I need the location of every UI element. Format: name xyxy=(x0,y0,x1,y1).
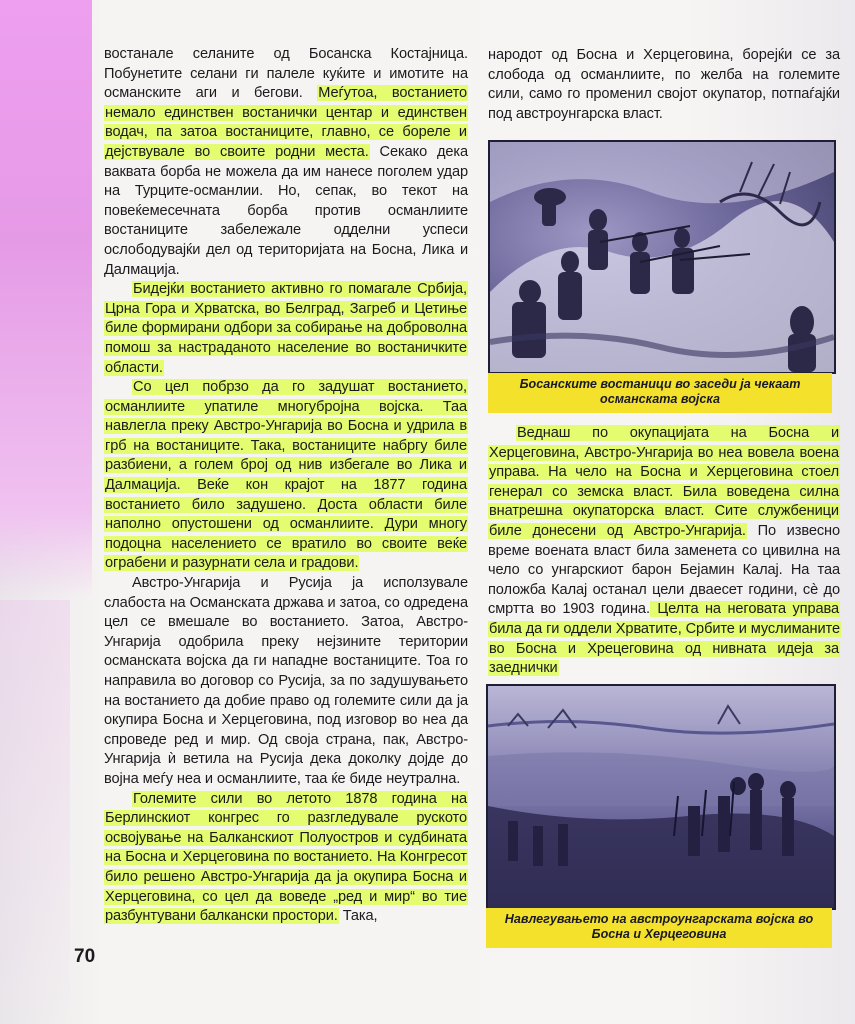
margin-color-band xyxy=(0,0,92,600)
text-run: По извесно време воената власт била заменета со цивилна на чело со унгарскиот барон Бејамин Калај. На таа положба Калај останал цели дваесет години, сè до смртта во 1903 година. xyxy=(488,522,841,618)
paragraph-uprising-course xyxy=(104,45,468,280)
margin-color-fade xyxy=(0,600,70,1024)
paragraph-military-administration xyxy=(488,424,840,679)
engraving-drawing xyxy=(488,686,834,908)
highlighted-text: Големите сили во летото 1878 година на Берлинскиот конгрес го разгледувале руското освојување на Балканскиот Полуостров и судбината на Босна и Херцеговина по востанието. На Конгресот било решено Австро-Унгарија да ја окупира Босна и Херцеговина, со цел да воведе „ред и мир“ во тие разбунтувани балкански простори. xyxy=(105,790,467,925)
highlighted-text: Со цел побрзо да го задушат востанието, османлиите упатиле многубројна војска. Таа навлегла преку Австро-Унгарија во Босна и удрила в грб на востаниците. Така, востаниците набргу биле разбиени, а голем број од нив избегале во Лика и Далмација. Веќе кон крајот на 1877 година востанието било задушено. Доста области биле наполно опустошени од османлиите. Дури многу подоцна населението се вратило во своите веќе ограбени и разурнати села и градови. xyxy=(105,379,467,572)
left-text-column xyxy=(104,45,468,927)
right-text-column-top xyxy=(488,46,840,124)
figure-caption-austro-hungarian: Навлегувањето на австроунгарската војска во Босна и Херцеговина xyxy=(486,908,832,948)
paragraph-suppression xyxy=(104,378,468,574)
text-run: востанале селаните од Босанска Костајница. Побунетите селани ги палеле куќите и имотите на османските аги и бегови. xyxy=(104,46,468,102)
text-run: Секако дека ваквата борба не можела да им нанесе поголем удар на Турците-османлии. Но, сепак, во текот на повеќемесечната борба против османлиите востаниците забележале одделни успеси ослободувајќи дел од територијата на Босна, Лика и Далмација. xyxy=(104,143,469,278)
paragraph-aid-committees xyxy=(104,280,468,378)
paragraph-austria-russia xyxy=(104,574,468,790)
page-number: 70 xyxy=(74,946,96,967)
highlighted-text: Меѓутоа, востанието немало единствен востанички центар и единствен водач, па затоа востаниците, главно, се бореле и дејствувале во своите родни места. xyxy=(105,85,467,160)
engraving-drawing xyxy=(490,142,834,372)
figure-caption-insurgents: Босанските востаници во заседи ја чекаат османската војска xyxy=(488,373,832,413)
highlighted-text: Целта на неговата управа била да ги оддели Хрватите, Србите и муслиманите во Босна и Хрецеговина од нивната идеја за заеднички xyxy=(489,601,840,677)
text-run: Така, xyxy=(338,908,378,925)
paragraph-berlin-congress xyxy=(104,790,468,927)
illustration-insurgents-ambush xyxy=(488,140,836,374)
text-run: Австро-Унгарија и Русија ја исползувале слабоста на Османската држава и затоа, со одредена цел се вмешале во востанието. Затоа, Австро-Унгарија одобрила преку нејзините територии османската војска да ги нападне востаниците. Тоа го направила во договор со Русија, за по задушувањето на востанието да добие право од големите сили да ја окупира Босна и Херцеговина, под изговор во неа да спроведе ред и мир. Од своја страна, пак, Австро-Унгарија ѝ ветила на Русија дека доколку дојде до војна меѓу неа и османлиите, таа ќе биде неутрална. xyxy=(104,575,468,787)
illustration-austro-hungarian-entry xyxy=(486,684,836,910)
highlighted-text: Веднаш по окупацијата на Босна и Херцеговина, Австро-Унгарија во неа вовела воена управа. На чело на Босна и Херцеговина стоел генерал со земска власт. Била воведена силна внатрешна окупаторска власт. Сите службеници биле донесени од Австро-Унгарија. xyxy=(489,425,839,539)
text-run: народот од Босна и Херцеговина, борејќи се за слобода од османлиите, по желба на големите сили, само го променил својот окупатор, потпаѓајќи под австроунгарска власт. xyxy=(488,47,840,122)
paragraph-new-occupier xyxy=(488,46,840,124)
right-text-column-middle xyxy=(488,424,840,679)
highlighted-text: Бидејќи востанието активно го помагале Србија, Црна Гора и Хрватска, во Белград, Загреб и Цетиње биле формирани одбори за собирање на доброволна помош за настраданото население во востаничките области. xyxy=(105,281,467,376)
